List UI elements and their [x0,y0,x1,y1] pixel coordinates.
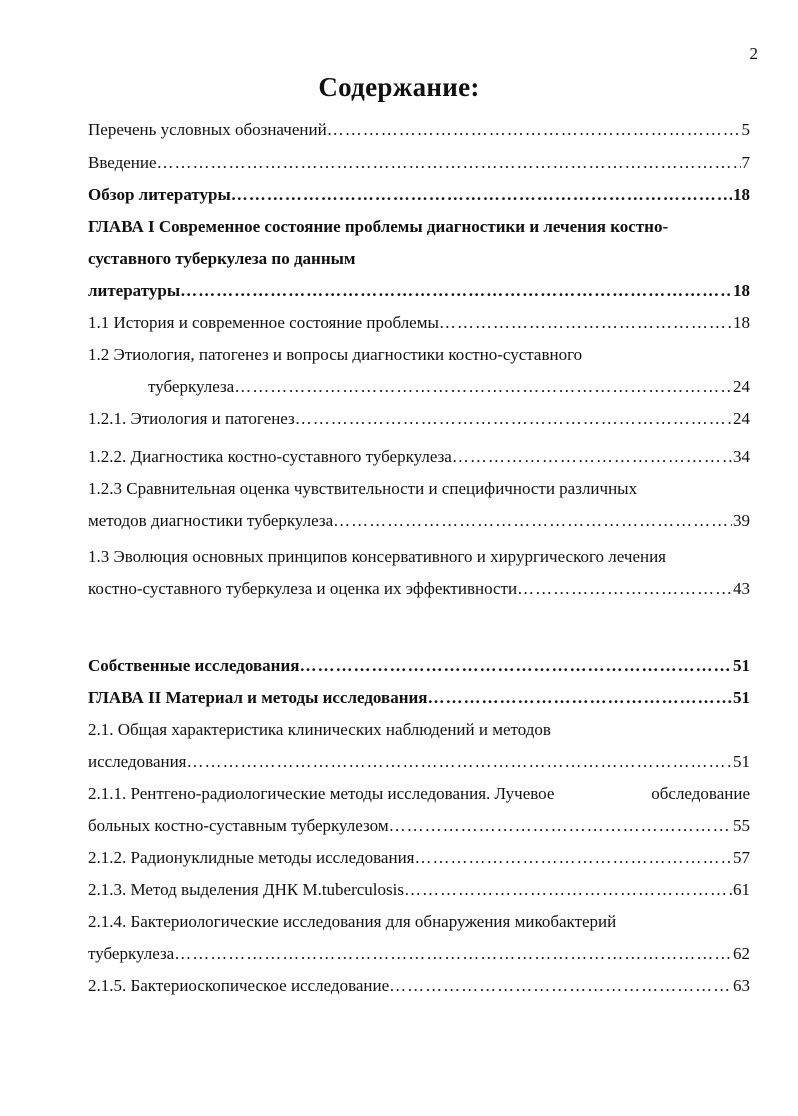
toc-entry-text: 1.2.2. Диагностика костно-суставного туберкулеза [88,447,452,466]
toc-leader-dots [389,974,732,998]
toc-entry-text: 2.1.5. Бактериоскопическое исследование [88,976,390,995]
toc-entry-text: 2.1.2. Радионуклидные методы исследования [88,848,415,867]
toc-entry-1-2-3-line-2 [88,509,750,533]
toc-page-number: 51 [733,688,750,707]
toc-entry-1-2-3-line-1 [88,477,750,501]
toc-chapter-1-line-3 [88,279,750,303]
toc-page-number: 18 [733,281,750,300]
toc-leader-dots [333,509,732,533]
toc-page-number: 43 [733,579,750,598]
toc-entry-text: ГЛАВА I Современное состояние проблемы диагностики и лечения костно- [88,217,669,236]
toc-page-number: 63 [733,976,750,995]
toc-entry-1-3-line-1 [88,545,750,569]
toc-entry-1-2-1 [88,407,750,431]
toc-entry-2-1-4-line-2 [88,942,750,966]
toc-leader-dots [517,577,732,601]
toc-entry-text: 2.1.4. Бактериологические исследования для обнаружения микобактерий [88,912,617,931]
toc-entry-2-1-3 [88,878,750,902]
toc-leader-dots [389,814,732,838]
toc-leader-dots [415,846,733,870]
toc-entry-literature-review [88,183,750,207]
toc-entry-2-1-1-line-2 [88,814,750,838]
toc-entry-text: Обзор литературы [88,185,231,204]
toc-entry-text: Перечень условных обозначений [88,120,327,139]
toc-entry-1-1 [88,311,750,335]
toc-leader-dots [174,942,732,966]
toc-entry-text: суставного туберкулеза по данным [88,249,356,268]
toc-entry-text: 2.1.3. Метод выделения ДНК M.tuberculosis [88,880,404,899]
toc-entry-introduction [88,151,750,175]
toc-entry-text: больных костно-суставным туберкулезом [88,816,389,835]
toc-leader-dots [295,407,732,431]
toc-entry-text: литературы [88,281,181,300]
toc-entry-1-2-line-1 [88,343,750,367]
toc-leader-dots [439,311,732,335]
toc-page-number: 51 [733,752,750,771]
toc-entry-2-1-line-1 [88,718,750,742]
toc-page-number: 24 [733,409,750,428]
toc-entry-text: методов диагностики туберкулеза [88,511,334,530]
toc-page-number: 18 [733,313,750,332]
toc-entry-text: 2.1. Общая характеристика клинических наблюдений и методов [88,720,551,739]
toc-entry-1-2-2 [88,445,750,469]
toc-page-number: 61 [733,880,750,899]
toc-leader-dots [180,279,732,303]
toc-entry-text: 2.1.1. Рентгено-радиологические методы исследования. Лучевое [88,784,555,803]
toc-chapter-1-line-2 [88,247,750,271]
toc-entry-text: 1.2.1. Этиология и патогенез [88,409,295,428]
toc-entry-text: ГЛАВА II Материал и методы исследования [88,688,428,707]
toc-leader-dots [452,445,732,469]
toc-page-number: 62 [733,944,750,963]
toc-entry-own-research [88,654,750,678]
toc-page-number: 34 [733,447,750,466]
toc-entry-text: 1.3 Эволюция основных принципов консервативного и хирургического лечения [88,547,666,566]
toc-entry-text: туберкулеза [88,944,175,963]
toc-entry-text: Введение [88,153,157,172]
toc-entry-text: Собственные исследования [88,656,300,675]
toc-entry-abbreviations [88,118,750,142]
toc-page-number: 51 [733,656,750,675]
page-number: 2 [749,44,758,63]
toc-entry-text: 1.2.3 Сравнительная оценка чувствительности и специфичности различных [88,479,638,498]
toc-entry-text: костно-суставного туберкулеза и оценка их эффективности [88,579,518,598]
toc-entry-1-3-line-2 [88,577,750,601]
toc-leader-dots [234,375,732,399]
toc-entry-1-2-line-2 [148,375,750,399]
toc-entry-2-1-5 [88,974,750,998]
toc-leader-dots [231,183,732,207]
page-title: Содержание: [318,72,480,102]
toc-entry-text: 1.2 Этиология, патогенез и вопросы диагностики костно-суставного [88,345,583,364]
toc-page-number: 24 [733,377,750,396]
toc-page-number: 55 [733,816,750,835]
toc-entry-2-1-4-line-1 [88,910,750,934]
toc-leader-dots [299,654,732,678]
toc-page-number: 57 [733,848,750,867]
toc-chapter-2 [88,686,750,710]
toc-leader-dots [404,878,732,902]
toc-leader-dots [327,118,741,142]
toc-leader-dots [427,686,732,710]
toc-page-number: 5 [741,120,750,139]
toc-entry-text: исследования [88,752,187,771]
toc-entry-text: 1.1 История и современное состояние проблемы [88,313,439,332]
toc-entry-text: обследование [651,784,750,803]
toc-leader-dots [187,750,732,774]
toc-page-number: 7 [741,153,750,172]
toc-entry-2-1-1-line-1 [88,782,750,806]
toc-chapter-1-line-1 [88,215,750,239]
toc-entry-2-1-line-2 [88,750,750,774]
toc-entry-2-1-2 [88,846,750,870]
toc-page-number: 39 [733,511,750,530]
toc-page-number: 18 [733,185,750,204]
toc-leader-dots [157,151,741,175]
toc-entry-text: туберкулеза [148,377,235,396]
